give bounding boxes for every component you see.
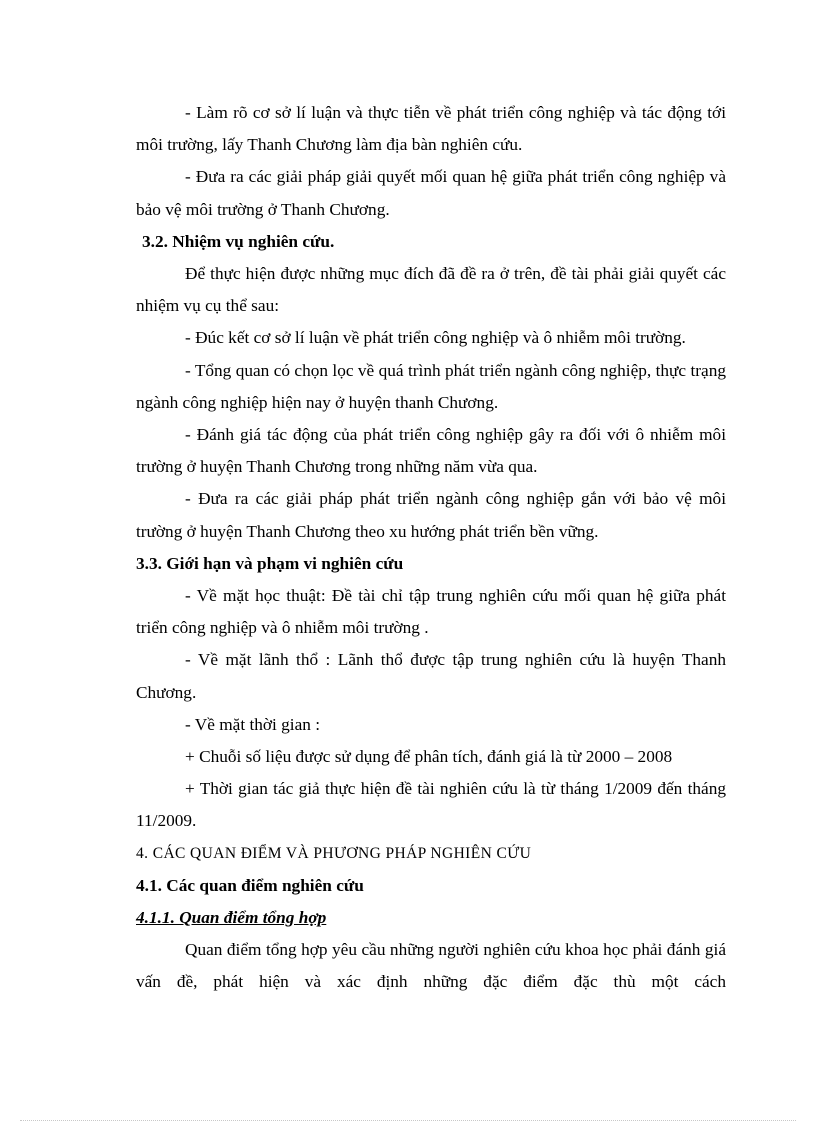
paragraph-time-data: + Chuỗi số liệu được sử dụng để phân tích, đánh giá là từ 2000 – 2008 xyxy=(185,747,673,767)
document-page xyxy=(136,97,726,999)
paragraph-task-3: - Đánh giá tác động của phát triển công nghiệp gây ra đối với ô nhiễm môi trường ở huyện Thanh Chương trong những năm vừa qua. xyxy=(136,425,726,477)
heading-4: 4. CÁC QUAN ĐIỂM VÀ PHƯƠNG PHÁP NGHIÊN CỨU xyxy=(136,844,532,862)
heading-4-1: 4.1. Các quan điểm nghiên cứu xyxy=(136,875,364,895)
paragraph-task-1: - Đúc kết cơ sở lí luận về phát triển công nghiệp và ô nhiễm môi trường. xyxy=(185,328,686,348)
heading-4-1-1: 4.1.1. Quan điểm tổng hợp xyxy=(136,908,327,928)
paragraph-scope-time: - Về mặt thời gian : xyxy=(185,714,321,734)
page-bottom-divider xyxy=(20,1120,796,1121)
paragraph-tasks-intro: Để thực hiện được những mục đích đã đề ra ở trên, đề tài phải giải quyết các nhiệm vụ cụ thể sau: xyxy=(136,264,726,316)
paragraph-task-2: - Tổng quan có chọn lọc về quá trình phát triển ngành công nghiệp, thực trạng ngành công nghiệp hiện nay ở huyện thanh Chương. xyxy=(136,360,726,412)
paragraph-objective-2: - Đưa ra các giải pháp giải quyết mối quan hệ giữa phát triển công nghiệp và bảo vệ môi trường ở Thanh Chương. xyxy=(136,167,726,219)
paragraph-task-4: - Đưa ra các giải pháp phát triển ngành công nghiệp gắn với bảo vệ môi trường ở huyện Thanh Chương theo xu hướng phát triển bền vững. xyxy=(136,489,726,541)
paragraph-scope-territory: - Về mặt lãnh thổ : Lãnh thổ được tập trung nghiên cứu là huyện Thanh Chương. xyxy=(136,650,726,702)
paragraph-synthesis-view: Quan điểm tổng hợp yêu cầu những người nghiên cứu khoa học phải đánh giá vấn đề, phát hiện và xác định những đặc điểm đặc thù một cách xyxy=(136,940,726,992)
heading-3-2: 3.2. Nhiệm vụ nghiên cứu. xyxy=(142,231,335,251)
paragraph-time-period: + Thời gian tác giả thực hiện đề tài nghiên cứu là từ tháng 1/2009 đến tháng 11/2009. xyxy=(136,779,726,831)
heading-3-3: 3.3. Giới hạn và phạm vi nghiên cứu xyxy=(136,553,404,573)
paragraph-objective-1: - Làm rõ cơ sở lí luận và thực tiễn về phát triển công nghiệp và tác động tới môi trường, lấy Thanh Chương làm địa bàn nghiên cứu. xyxy=(136,103,726,155)
paragraph-scope-academic: - Về mặt học thuật: Đề tài chỉ tập trung nghiên cứu mối quan hệ giữa phát triển công nghiệp và ô nhiễm môi trường . xyxy=(136,586,726,638)
